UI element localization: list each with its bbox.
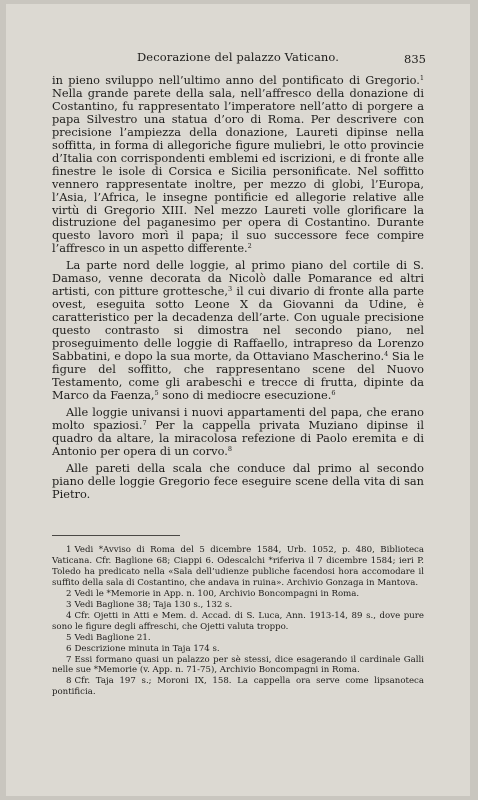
footnote xyxy=(52,545,424,589)
text-run: Per la cappella privata Muziano dipinse il quadro da altare, la miracolosa refezione di Paolo eremita e di Antonio per opera di un corvo. xyxy=(52,417,424,458)
footnote-text: Vedi *Avviso di Roma del 5 dicembre 1584, Urb. 1052, p. 480, Biblioteca Vaticana. Cfr. Baglione 68; Ciappi 6. Odescalchi *riferiva il 7 dicembre 1584; ieri P. Toledo ha predicato nella «Sala dell’udienze publiche facendosi hora accomodare il suffito della sala di Costantino, che andava in ruina». Archivio Gonzaga in Mantova. xyxy=(52,545,424,588)
footnote-ref: 7 xyxy=(142,418,147,427)
footnotes xyxy=(52,545,424,698)
footnote-text: Vedi Baglione 21. xyxy=(74,632,151,643)
text-run: il cui divario di fronte alla parte ovest, eseguita sotto Leone X da Giovanni da Udine, è caratteristico per la decadenza dell’arte. Con uguale precisione questo contrasto si dimostra nel secondo piano, nel proseguimento delle loggie di Raffaello, intrapreso da Lorenzo Sabbatini, e dopo la sua morte, da Ottaviano Mascherino. xyxy=(52,284,424,364)
page-header xyxy=(6,50,470,68)
footnote-ref: 3 xyxy=(227,285,233,294)
footnote xyxy=(52,611,424,633)
footnote-ref: 4 xyxy=(384,350,389,359)
footnote-number: 6 xyxy=(66,643,72,654)
footnote-number: 8 xyxy=(66,676,72,687)
running-title: Decorazione del palazzo Vaticano. xyxy=(136,50,339,64)
paragraph xyxy=(52,259,424,401)
footnote-text: Essi formano quasi un palazzo per sè stessi, dice esagerando il cardinale Galli nelle sue *Memorie (v. App. n. 71-75), Archivio Boncompagni in Roma. xyxy=(52,654,424,676)
paragraph xyxy=(52,406,424,458)
footnote xyxy=(52,589,424,600)
main-text xyxy=(52,74,424,501)
text-run: La parte nord delle loggie, al primo piano del cortile di S. Damaso, venne decorata da Nicolò dalle Pomarance ed altri artisti, con pitture grottesche, xyxy=(52,258,424,299)
text-run: Sia le figure del soffitto, che rappresentano scene del Nuovo Testamento, come gli arabeschi e trecce di frutta, dipinte da Marco da Faenza, xyxy=(52,349,424,402)
footnote-text: Vedi Baglione 38; Taja 130 s., 132 s. xyxy=(74,599,233,610)
footnote-text: Cfr. Ojetti in Atti e Mem. d. Accad. di S. Luca, Ann. 1913-14, 89 s., dove pure sono le figure degli affreschi, che Ojetti valuta troppo. xyxy=(52,610,424,632)
footnote-number: 2 xyxy=(66,588,72,599)
footnote-text: Descrizione minuta in Taja 174 s. xyxy=(74,643,220,654)
text-run: sono di mediocre esecuzione. xyxy=(158,387,332,402)
footnote-ref: 1 xyxy=(419,74,424,82)
paragraph xyxy=(52,74,424,255)
book-page xyxy=(6,4,470,796)
footnote xyxy=(52,655,424,677)
paragraph xyxy=(52,462,424,501)
text-run: in pieno sviluppo nell’ultimo anno del pontificato di Gregorio. xyxy=(52,73,420,87)
footnote-text: Vedi le *Memorie in App. n. 100, Archivio Boncompagni in Roma. xyxy=(74,588,360,599)
footnote-number: 1 xyxy=(66,545,72,555)
footnote-number: 7 xyxy=(66,654,72,665)
footnote xyxy=(52,676,424,698)
footnote-number: 5 xyxy=(66,632,72,643)
text-run: Alle pareti della scala che conduce dal primo al secondo piano delle loggie Gregorio fece eseguire scene della vita di san Pietro. xyxy=(52,460,424,501)
text-run: Alle loggie univansi i nuovi appartamenti del papa, che erano molto spaziosi. xyxy=(52,404,424,432)
footnote xyxy=(52,644,424,655)
footnote-ref: 5 xyxy=(154,388,159,397)
footnote-number: 3 xyxy=(66,599,72,610)
footnote-ref: 6 xyxy=(331,388,336,397)
footnote-ref: 2 xyxy=(247,242,252,251)
footnote-rule xyxy=(52,535,180,536)
footnote xyxy=(52,633,424,644)
text-run: Nella grande parete della sala, nell’affresco della donazione di Costantino, fu rappresentato l’imperatore nell’atto di porgere a papa Silvestro una statua d’oro di Roma. Per descrivere con precisione l’ampiezza della donazione, Laureti dipinse nella soffitta, in forma di allegoriche figure muliebri, le otto provincie d’Italia con corrispondenti emblemi ed iscrizioni, e di fronte alle finestre le isole di Corsica e Sicilia personificate. Nel soffitto vennero rappresentate inoltre, per mezzo di globi, l’Europa, l’Asia, l’Africa, le insegne pontificie ed allegorie relative alle virtù di Gregorio XIII. Nel mezzo Laureti volle glorificare la distruzione del paganesimo per opera di Costantino. Durante questo lavoro morì il papa; il suo successore fece compire l’affresco in un aspetto differente. xyxy=(52,85,424,256)
footnote-number: 4 xyxy=(66,610,72,621)
footnote-text: Cfr. Taja 197 s.; Moroni IX, 158. La cappella ora serve come lipsanoteca pontificia. xyxy=(52,676,424,698)
page-number: 835 xyxy=(404,52,426,66)
footnote-ref: 8 xyxy=(227,444,232,453)
footnote xyxy=(52,600,424,611)
